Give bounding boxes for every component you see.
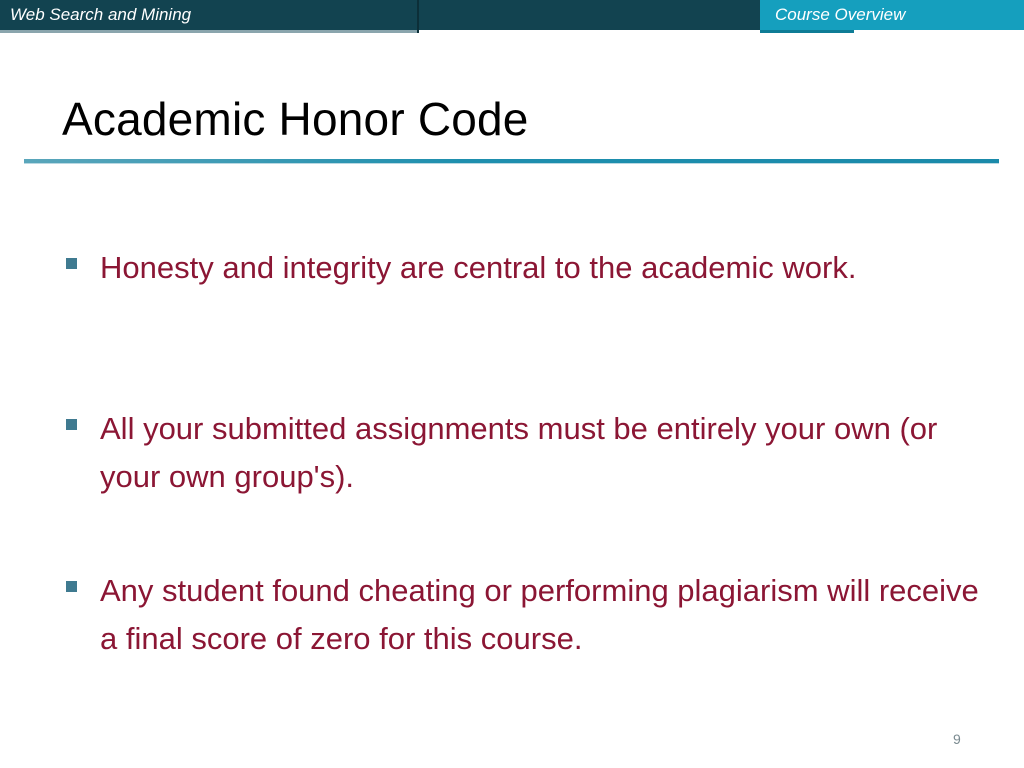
slide-title: Academic Honor Code [62,93,529,145]
section-title: Course Overview [775,5,906,24]
page-number: 9 [953,731,961,747]
bullet-text: Any student found cheating or performing plagiarism will receive a final score of zero for this course. [100,573,979,656]
bullet-text: All your submitted assignments must be entirely your own (or your own group's). [100,411,938,494]
square-bullet-icon [66,258,77,269]
square-bullet-icon [66,581,77,592]
square-bullet-icon [66,419,77,430]
course-title: Web Search and Mining [10,5,192,24]
bullet-text: Honesty and integrity are central to the academic work. [100,250,857,285]
